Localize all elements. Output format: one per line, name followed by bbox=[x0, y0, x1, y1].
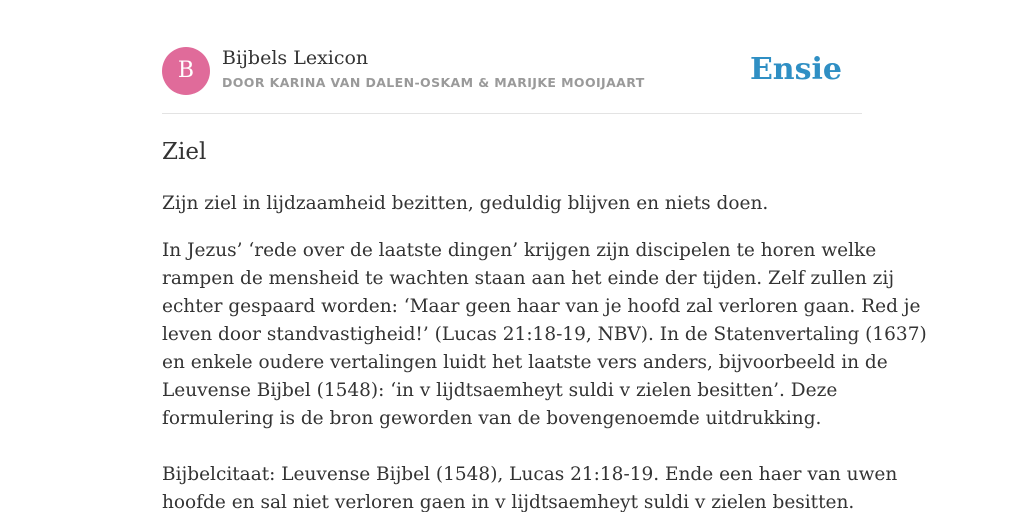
body-line: en enkele oudere vertalingen luidt het laatste vers anders, bijvoorbeeld in de bbox=[162, 352, 888, 373]
body-line: leven door standvastigheid!’ (Lucas 21:18-19, NBV). In de Statenvertaling (1637) bbox=[162, 324, 927, 345]
paragraph-gap bbox=[162, 433, 882, 461]
header-divider bbox=[162, 113, 862, 114]
entry-definition: Zijn ziel in lijdzaamheid bezitten, geduldig blijven en niets doen. bbox=[162, 193, 769, 214]
citation-line: Bijbelcitaat: Leuvense Bijbel (1548), Lucas 21:18-19. Ende een haer van uwen bbox=[162, 464, 898, 485]
entry-title: Ziel bbox=[162, 139, 207, 165]
entry-body bbox=[162, 237, 927, 512]
citation-line: hoofde en sal niet verloren gaen in v lijdtsaemheyt suldi v zielen besitten. bbox=[162, 492, 855, 512]
body-line: formulering is de bron geworden van de bovengenoemde uitdrukking. bbox=[162, 408, 822, 429]
body-line: rampen de mensheid te wachten staan aan het einde der tijden. Zelf zullen zij bbox=[162, 268, 895, 289]
source-title[interactable]: Bijbels Lexicon bbox=[222, 47, 369, 69]
ensie-logo[interactable]: Ensie bbox=[749, 52, 842, 87]
source-avatar[interactable]: B bbox=[162, 47, 210, 95]
body-line: echter gespaard worden: ‘Maar geen haar van je hoofd zal verloren gaan. Red je bbox=[162, 296, 921, 317]
source-authors: DOOR KARINA VAN DALEN-OSKAM & MARIJKE MOOIJAART bbox=[222, 75, 645, 90]
body-line: In Jezus’ ‘rede over de laatste dingen’ krijgen zijn discipelen te horen welke bbox=[162, 240, 877, 261]
source-header bbox=[162, 46, 862, 96]
body-line: Leuvense Bijbel (1548): ‘in v lijdtsaemheyt suldi v zielen besitten’. Deze bbox=[162, 380, 838, 401]
